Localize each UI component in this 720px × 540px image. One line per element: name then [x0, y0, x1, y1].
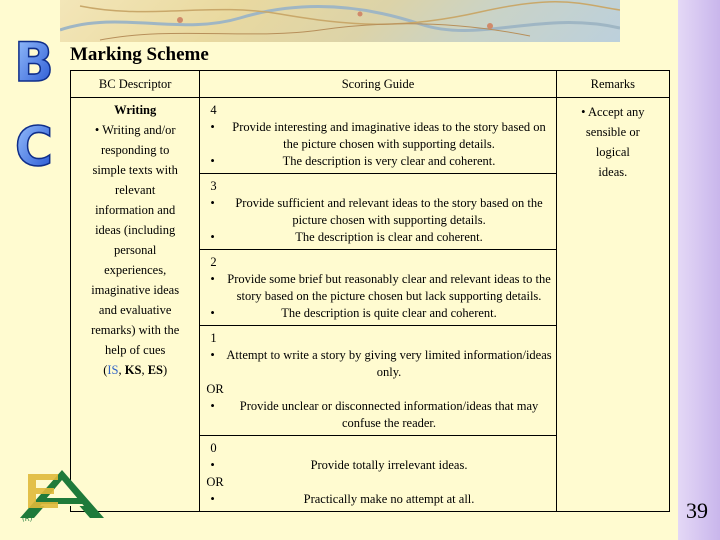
criterion-item: • Provide totally irrelevant ideas. — [210, 458, 468, 472]
page-number: 39 — [686, 498, 708, 523]
page-title: Marking Scheme — [70, 44, 209, 65]
or-separator: OR — [206, 475, 224, 489]
criterion-item: • Attempt to write a story by giving very limited information/ideas only. — [210, 348, 552, 379]
descriptor-line: remarks) with the — [91, 323, 180, 337]
criterion-item: • The description is clear and coherent. — [210, 230, 483, 244]
side-letter-c: C — [14, 114, 54, 168]
score-value: 1 — [210, 331, 217, 345]
score-value: 2 — [210, 255, 217, 269]
map-banner-image — [60, 0, 620, 42]
criterion-item: • Provide unclear or disconnected information/ideas that may confuse the reader. — [210, 399, 539, 430]
score-level-0 — [200, 435, 555, 511]
criterion-item: • The description is quite clear and coherent. — [210, 306, 497, 320]
column-header-descriptor: BC Descriptor — [71, 71, 200, 98]
descriptor-line: help of cues — [104, 343, 166, 357]
criterion-item: • The description is very clear and coherent. — [210, 154, 496, 168]
descriptor-title: Writing — [114, 103, 157, 117]
descriptor-codes: (IS, KS, ES) — [103, 363, 168, 377]
descriptor-cell — [71, 98, 200, 512]
code-is: IS — [107, 363, 119, 377]
descriptor-line: ideas (including — [95, 223, 176, 237]
descriptor-line: relevant — [115, 183, 156, 197]
remarks-line: sensible or — [585, 125, 640, 139]
remarks-line: ideas. — [598, 165, 628, 179]
side-letters — [14, 18, 54, 168]
descriptor-line: responding to — [100, 143, 170, 157]
remarks-line: • Accept any — [581, 105, 645, 119]
remarks-cell — [556, 98, 669, 512]
descriptor-line: experiences, — [104, 263, 167, 277]
column-header-remarks: Remarks — [556, 71, 669, 98]
criterion-item: • Provide some brief but reasonably clear and relevant ideas to the story based on the picture chosen but lack supporting details. — [210, 272, 551, 303]
descriptor-line: • Writing and/or — [94, 123, 176, 137]
side-letter-b: B — [14, 30, 54, 95]
remarks-line: logical — [595, 145, 630, 159]
or-separator: OR — [206, 382, 224, 396]
descriptor-line: personal — [114, 243, 157, 257]
score-level-2 — [200, 249, 555, 325]
descriptor-line: imaginative ideas — [91, 283, 180, 297]
descriptor-line: and evaluative — [98, 303, 172, 317]
code-es: ES — [147, 363, 163, 377]
registered-mark: (R) — [22, 515, 33, 522]
column-header-scoring-guide: Scoring Guide — [200, 71, 556, 98]
marking-scheme-table — [70, 70, 670, 512]
criterion-item: • Practically make no attempt at all. — [210, 492, 475, 506]
decorative-side-strip — [678, 0, 720, 540]
score-value: 3 — [210, 179, 217, 193]
organization-logo — [18, 466, 110, 527]
table-row — [71, 98, 670, 512]
score-level-3 — [200, 173, 555, 249]
score-level-4 — [200, 98, 555, 173]
code-ks: KS — [124, 363, 142, 377]
score-value: 0 — [210, 441, 217, 455]
score-level-1 — [200, 325, 555, 435]
criterion-item: • Provide interesting and imaginative ideas to the story based on the picture chosen with supporting details. — [210, 120, 546, 151]
descriptor-line: information and — [95, 203, 176, 217]
scoring-guide-cell — [200, 98, 556, 512]
criterion-item: • Provide sufficient and relevant ideas to the story based on the picture chosen with supporting details. — [210, 196, 543, 227]
descriptor-line: simple texts with — [92, 163, 178, 177]
table-header-row — [71, 71, 670, 98]
score-value: 4 — [210, 103, 217, 117]
